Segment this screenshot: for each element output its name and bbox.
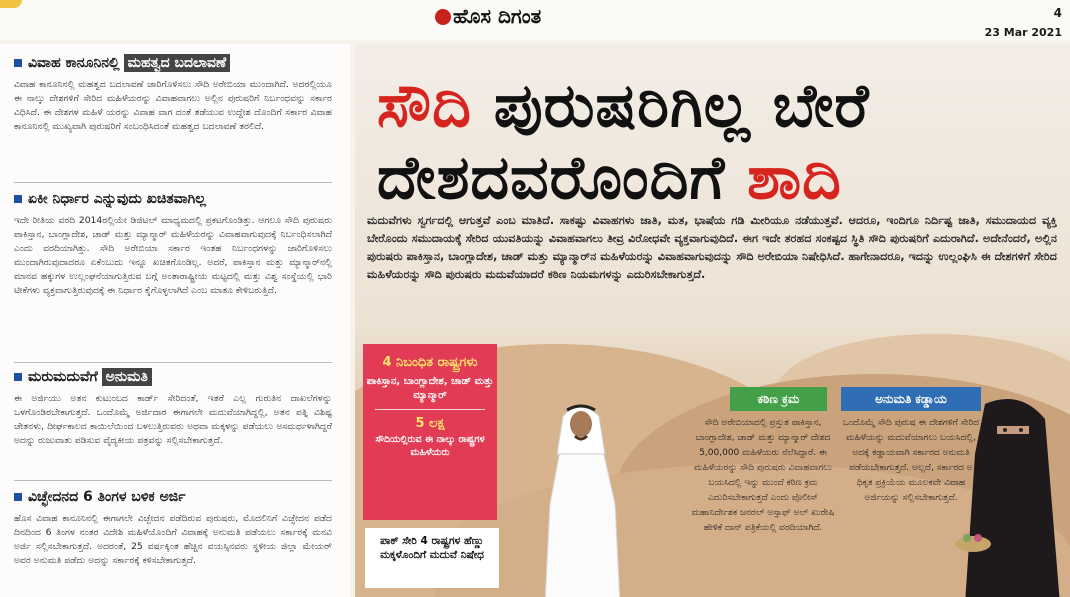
divider: [14, 182, 332, 183]
permission-mandatory-text: ಒಂದೊಮ್ಮೆ ಸೌದಿ ಪುರುಷ ಈ ದೇಶಗಳಿಗೆ ಸೇರಿದ ಮಹಿಳೆಯನ್ನು ಮದುವೆಯಾಗಲು ಬಯಸಿದಲ್ಲಿ, ಅದಕ್ಕೆ ಕಡ್ಡಾಯವಾಗಿ ಸರ್ಕಾರದ ಅನುಮತಿ ಪಡೆಯಬೇಕಾಗುತ್ತದೆ. ಅಲ್ಲದೆ, ಸರ್ಕಾರದ ಅ ಧಿಕೃತ ಪ್ರಕ್ರಿಯೆಯ ಮೂಲಕವೇ ವಿವಾಹ ಅರ್ಜಿಯನ್ನು ಸಲ್ಲಿಸಬೇಕಾಗುತ್ತದೆ.: [842, 418, 980, 503]
bullet-square-icon: [14, 493, 22, 501]
logo-emblem-icon: [435, 9, 451, 25]
newspaper-logo: [435, 4, 541, 28]
bullet-square-icon: [14, 195, 22, 203]
section-law-change: [14, 52, 332, 134]
section-title-highlight: ಮಹತ್ವದ ಬದಲಾವಣೆ: [124, 54, 231, 72]
women-count: 5 ಲಕ್ಷ: [415, 416, 445, 431]
section-remarriage-permission: [14, 366, 332, 448]
restricted-countries-box: [363, 344, 497, 520]
strict-action-text: ಸೌದಿ ಅರೇಬಿಯಾದಲ್ಲಿ ಪ್ರಸ್ತುತ ಪಾಕಿಸ್ತಾನ, ಬಾಂಗ್ಲಾದೇಶ, ಚಾಡ್ ಮತ್ತು ಮ್ಯಾನ್ಮಾರ್ ದೇಶದ 5,00,000 ಮಹಿಳೆಯರು ನೆಲೆಸಿದ್ದಾರೆ. ಈ ಮಹಿಳೆಯರನ್ನು ಸೌದಿ ಪುರುಷರು ವಿವಾಹವಾಗಲು ಬಯಸಿದಲ್ಲಿ ಇನ್ನು ಮುಂದೆ ಕಠಿಣ ಕ್ರಮ ಎದುರಿಸಬೇಕಾಗುತ್ತದೆ ಎಂದು ಪೊಲೀಸ್ ಮಹಾನಿರ್ದೇಶಕ ಜನರಲ್ ಅಸ್ಸಾಫ್ ಅಲ್ ಖುರೇಷಿ ಹೇಳಿಕೆ ದಾನ್ ಪತ್ರಿಕೆಯಲ್ಲಿ ವರದಿಯಾಗಿದೆ.: [691, 418, 835, 533]
section-divorce-application: [14, 486, 332, 568]
marriage-ban-box: ಪಾಕ್ ಸೇರಿ 4 ರಾಷ್ಟ್ರಗಳ ಹೆಣ್ಣು ಮಕ್ಕಳೊಂದಿಗೆ ಮದುವೆ ನಿಷೇಧ: [365, 528, 499, 588]
section-heading: [14, 366, 332, 388]
restricted-countries-list: ಪಾಕಿಸ್ತಾನ, ಬಾಂಗ್ಲಾದೇಶ, ಚಾಡ್ ಮತ್ತು ಮ್ಯಾನ್ಮಾರ್: [366, 376, 494, 401]
bullet-square-icon: [14, 373, 22, 381]
section-title: ಏಕೀ ನಿರ್ಧಾರ ಎನ್ನುವುದು ಖಚಿತವಾಗಿಲ್ಲ: [28, 191, 207, 207]
section-body: ವಿವಾಹ ಕಾನೂನಿನಲ್ಲಿ ಮಹತ್ವದ ಬದಲಾವಣೆ ಜಾರಿಗೊಳಿಸಲು ಸೌದಿ ಅರೇಬಿಯಾ ಮುಂದಾಗಿದೆ. ಅದರಲ್ಲಿಯೂ ಈ ನಾಲ್ಕು ದೇಶಗಳಿಗೆ ಸೇರಿದ ಮಹಿಳೆಯರನ್ನು ವಿವಾಹವಾಗಲು ಅಲ್ಲಿನ ಪುರುಷರಿಗೆ ನಿರ್ಬಂಧವನ್ನು ಸರ್ಕಾರ ವಿಧಿಸಿದೆ. ಈ ದೇಶಗಳ ಮಹಿಳೆ ಯರನ್ನು ವಿವಾಹ ವಾಗ ದಂತೆ ತಡೆಯುವ ಉದ್ದೇಶ ದೊಂದಿಗೆ ಸರ್ಕಾರ ವಿವಾಹ ಕಾನೂನಿನಲ್ಲಿ ಮುಖ್ಯವಾಗಿ ಪುರುಷರಿಗೆ ಸಂಬಂಧಿಸಿದಂತೆ ಮಹತ್ವದ ಬದಲಾವಣೆ ತರಲಿದೆ.: [14, 79, 332, 132]
section-decision-unclear: [14, 188, 332, 298]
permission-mandatory-label: ಅನುಮತಿ ಕಡ್ಡಾಯ: [841, 387, 981, 411]
corner-tab: [0, 0, 22, 8]
section-title-highlight: ಅನುಮತಿ: [102, 368, 152, 386]
left-column: [0, 44, 350, 597]
headline-red-word: ಶಾದಿ: [747, 143, 842, 213]
publication-date: 23 Mar 2021: [984, 26, 1062, 39]
article-lead: ಮದುವೆಗಳು ಸ್ವರ್ಗದಲ್ಲಿ ಆಗುತ್ತವೆ ಎಂಬ ಮಾತಿದೆ. ಸಾಕಷ್ಟು ವಿವಾಹಗಳು ಜಾತಿ, ಮತ, ಭಾಷೆಯ ಗಡಿ ಮೀರಿಯೂ ನಡೆಯುತ್ತವೆ. ಆದರೂ, ಇಂದಿಗೂ ನಿರ್ದಿಷ್ಟ ಜಾತಿ, ಸಮುದಾಯದ ವ್ಯಕ್ತಿ ಬೇರೊಂದು ಸಮುದಾಯಕ್ಕೆ ಸೇರಿದ ಯುವತಿಯನ್ನು ವಿವಾಹವಾಗಲು ತೀವ್ರ ವಿರೋಧವೇ ವ್ಯಕ್ತವಾಗುವುದಿದೆ. ಈಗ ಇದೇ ತರಹದ ಸಂಕಷ್ಟದ ಸ್ಥಿತಿ ಸೌದಿ ಪುರುಷರಿಗೆ ಎದುರಾಗಿದೆ. ಅದೇನೆಂದರೆ, ಅಲ್ಲಿನ ಪುರುಷರು ಪಾಕಿಸ್ತಾನ, ಬಾಂಗ್ಲಾದೇಶ, ಚಾಡ್ ಮತ್ತು ಮ್ಯಾನ್ಮಾರ್‌ನ ಮಹಿಳೆಯರನ್ನು ವಿವಾಹವಾಗುವುದನ್ನು ಸೌದಿ ಅರೇಬಿಯಾ ನಿಷೇಧಿಸಿದೆ. ಹಾಗೇನಾದರೂ, ಇದನ್ನು ಉಲ್ಲಂಘಿಸಿ ಈ ದೇಶಗಳಿಗೆ ಸೇರಿದ ಮಹಿಳೆಯರನ್ನು ಸೌದಿ ಪುರುಷರು ಮದುವೆಯಾದರೆ ಕಠಿಣ ನಿಯಮಗಳನ್ನು ಎದುರಿಸಬೇಕಾಗುತ್ತದೆ.: [367, 214, 1057, 281]
masthead: [0, 0, 1070, 40]
section-body: ಈ ಅರ್ಜಿಯು ಅತನ ಕುಟುಂಬದ ಕಾರ್ಡ್ ಸೇರಿದಂತೆ, ಇತರೆ ಎಲ್ಲ ಗುರುತಿನ ದಾಖಲೆಗಳನ್ನು ಒಳಗೊಂಡಿರಬೇಕಾಗುತ್ತದೆ. ಒಂದೊಮ್ಮೆ ಅರ್ಜಿದಾರ ಈಗಾಗಲೇ ಮದುವೆಯಾಗಿದ್ದಲ್ಲಿ, ಅತನ ಪತ್ನಿ ವಿಶಿಷ್ಟ ಚೇತನಳು, ದೀರ್ಘಕಾಲದ ಕಾಯಿಲೆಯಿಂದ ಬಳಲುತ್ತಿರುವರು ಅಥವಾ ಮಕ್ಕಳನ್ನು ಪಡೆಯಲು ಅಸಮರ್ಥಳಾಗಿದ್ದರೆ ಅದನ್ನು ರುಜುವಾತು ಪಡಿಸುವ ವೈದ್ಯಕೀಯ ಪತ್ರವನ್ನು ಸಲ್ಲಿಸಬೇಕಾಗುತ್ತದೆ.: [14, 393, 332, 446]
main-article: [355, 44, 1070, 597]
women-count-description: ಸೌದಿಯಲ್ಲಿರುವ ಈ ನಾಲ್ಕು ರಾಷ್ಟ್ರಗಳ ಮಹಿಳೆಯರು: [375, 434, 485, 458]
section-title: ವಿಚ್ಛೇದನದ 6 ತಿಂಗಳ ಬಳಿಕ ಅರ್ಜಿ: [28, 489, 186, 505]
section-title: ಮರುಮದುವೆಗೆ: [28, 369, 98, 385]
divider: [14, 480, 332, 481]
bullet-square-icon: [14, 59, 22, 67]
headline-text: ಪುರುಷರಿಗಿಲ್ಲ ಬೇರೆ: [493, 71, 870, 141]
article-headline: [377, 70, 1067, 214]
saudi-man-illustration: [525, 384, 635, 597]
headline-text: ದೇಶದವರೊಂದಿಗೆ: [377, 143, 726, 213]
section-title: ವಿವಾಹ ಕಾನೂನಿನಲ್ಲಿ: [28, 55, 120, 71]
restricted-countries-title: 4 ನಿಬಂಧಿತ ರಾಷ್ಟ್ರಗಳು: [382, 355, 478, 370]
page-number: 4: [1053, 6, 1062, 20]
headline-red-word: ಸೌದಿ: [377, 71, 472, 141]
section-heading: [14, 486, 332, 508]
divider: [375, 409, 485, 410]
section-body: ಹೊಸ ವಿವಾಹ ಕಾನೂನಿನಲ್ಲಿ ಈಗಾಗಲೇ ವಿಚ್ಛೇದನ ಪಡೆದಿರುವ ಪುರುಷರು, ಮೊದಲಿನಿಗೆ ವಿಚ್ಛೇದನ ಪಡೆದ ದಿನದಿಂದ 6 ತಿಂಗಳ ನಂತರ ವಿದೇಶಿ ಮಹಿಳೆಯೊಂದಿಗೆ ವಿವಾಹಕ್ಕೆ ಅನುಮತಿ ಪಡೆಯಲು ಸರ್ಕಾರಕ್ಕೆ ಮನವಿ ಅರ್ಜಿ ಸಲ್ಲಿಸಬೇಕಾಗುತ್ತದೆ. ಅದರಂತೆ, 25 ವರ್ಷಕ್ಕಿಂತ ಹೆಚ್ಚಿನ ವಯಸ್ಸಿನವರು ಸ್ಥಳೀಯ ಜಿಲ್ಲಾ ಮೇಯರ್ ಅವರ ಅನುಮತಿ ಪಡೆದು ಅದನ್ನು ಸರ್ಕಾರಕ್ಕೆ ಕಳಿಸಬೇಕಾಗುತ್ತದೆ.: [14, 513, 332, 566]
section-heading: [14, 188, 332, 210]
strict-action-label: ಕಠಿಣ ಕ್ರಮ: [730, 387, 827, 411]
divider: [14, 362, 332, 363]
section-body: ಇದೇ ರೀತಿಯ ವರದಿ 2014ರಲ್ಲಿಯೇ ಡಿಜಿಟಲ್ ಮಾಧ್ಯಮದಲ್ಲಿ ಪ್ರಕಟಗೊಂಡಿತ್ತು. ಆಗಲೂ ಸೌದಿ ಪುರುಷರು ಪಾಕಿಸ್ತಾನ, ಬಾಂಗ್ಲಾದೇಶ, ಚಾಡ್ ಮತ್ತು ಮ್ಯಾನ್ಮಾರ್ ಮಹಿಳೆಯರನ್ನು ವಿವಾಹವಾಗುವುದಕ್ಕೆ ನಿರ್ಬಂಧಿಸಲಾಗಿದೆ ಎಂದು ವರದಿಯಾಗಿತ್ತು. ಸೌದಿ ಅರೇಬಿಯಾ ಸರ್ಕಾರ ಇಂತಹ ನಿರ್ಬಂಧಗಳನ್ನು ಜಾರಿಗೊಳಿಸಲು ಮುಂದಾಗಿರುವುದಾದರೂ ಏಕೆಂಬುದು ಇನ್ನೂ ಖಚಿತಗೊಂಡಿಲ್ಲ. ಅದರೆ, ಪಾಕಿಸ್ತಾನ ಮತ್ತು ಮ್ಯಾನ್ಮಾರ್‌ನಲ್ಲಿ ಮಾನವ ಹಕ್ಕುಗಳ ಉಲ್ಲಂಘನೆಯಾಗುತ್ತಿರುವ ಬಗ್ಗೆ ಅಂತಾರಾಷ್ಟ್ರೀಯ ಮಟ್ಟದಲ್ಲಿ ಮತ್ತು ವಿಶ್ವ ಸಂಸ್ಥೆಯಲ್ಲಿ ಭಾರಿ ಟೀಕೆಗಳು ವ್ಯಕ್ತವಾಗುತ್ತಿರುವುದಕ್ಕೆ ಈ ನಿರ್ಧಾರ ಕೈಗೊಳ್ಳಲಾಗಿದೆ ಎಂಬ ಮಾತೂ ಕೇಳಿಬರುತ್ತಿದೆ.: [14, 215, 332, 296]
logo-text: ಹೊಸ ದಿಗಂತ: [453, 4, 542, 28]
section-heading: [14, 52, 332, 74]
